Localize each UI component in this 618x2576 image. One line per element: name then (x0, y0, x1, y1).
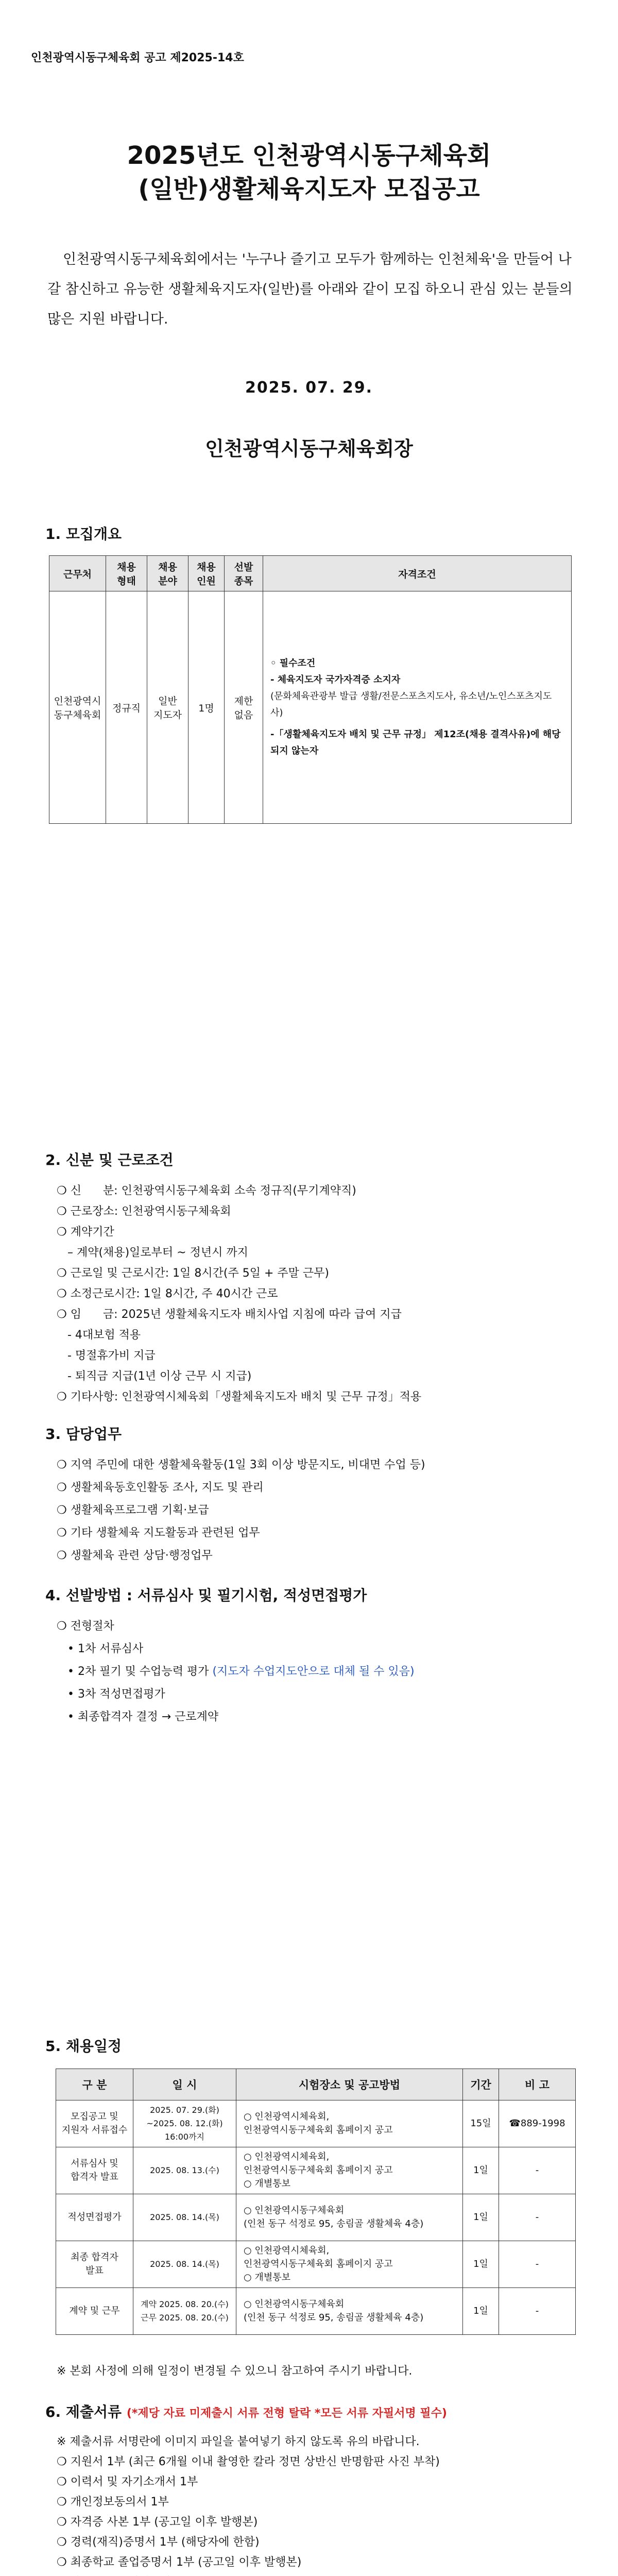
cell-period: 1일 (463, 2194, 499, 2241)
qualification-license: - 체육지도자 국가자격증 소지자 (270, 674, 401, 685)
th-field: 채용 분야 (147, 556, 188, 591)
list-item: ❍ 신 분: 인천광역시동구체육회 소속 정규직(무기계약직) (57, 1184, 356, 1197)
th-period: 기간 (463, 2069, 499, 2100)
list-item: ❍ 경력(재직)증명서 1부 (해당자에 한함) (57, 2536, 260, 2549)
list-item: ❍ 소정근로시간: 1일 8시간, 주 40시간 근로 (57, 1287, 278, 1300)
qualification-required: ◦ 필수조건 (270, 658, 316, 669)
notice-number: 인천광역시동구체육회 공고 제2025-14호 (31, 52, 244, 64)
section-5-heading: 5. 채용일정 (45, 2038, 122, 2055)
cell-period: 1일 (463, 2147, 499, 2194)
organization-name: 인천광역시동구체육회장 (205, 437, 413, 460)
cell-type: 정규직 (106, 591, 147, 824)
list-item: ❍ 지원서 1부 (최근 6개월 이내 촬영한 칼라 정면 상반신 반명함판 사진 부착) (57, 2455, 440, 2468)
table-row (56, 2241, 576, 2288)
recruitment-overview-table (49, 555, 572, 824)
cell-location: ○ 인천광역시동구체육회 (인천 동구 석정로 95, 송림골 생활체육 4층) (236, 2288, 463, 2335)
cell-note: ☎889-1998 (499, 2100, 576, 2147)
table-row (56, 2194, 576, 2241)
list-item: • 최종합격자 결정 → 근로계약 (57, 1710, 219, 1723)
list-item: • 1차 서류심사 (57, 1642, 144, 1655)
cell-stage: 계약 및 근무 (56, 2288, 133, 2335)
cell-location: ○ 인천광역시체육회, 인천광역시동구체육회 홈페이지 공고 ○ 개별통보 (236, 2147, 463, 2194)
cell-period: 15일 (463, 2100, 499, 2147)
cell-period: 1일 (463, 2241, 499, 2288)
cell-field: 일반 지도자 (147, 591, 188, 824)
cell-stage: 모집공고 및 지원자 서류접수 (56, 2100, 133, 2147)
section-3-heading: 3. 담당업무 (45, 1426, 122, 1443)
schedule-note: ※ 본회 사정에 의해 일정이 변경될 수 있으니 참고하여 주시기 바랍니다. (57, 2365, 413, 2378)
th-note: 비 고 (499, 2069, 576, 2100)
cell-count: 1명 (188, 591, 225, 824)
list-item: ❍ 근로일 및 근로시간: 1일 8시간(주 5일 + 주말 근무) (57, 1267, 329, 1280)
list-item (57, 2572, 572, 2576)
notice-date: 2025. 07. 29. (245, 379, 373, 397)
schedule-table (56, 2069, 576, 2335)
list-item: ❍ 임 금: 2025년 생활체육지도자 배치사업 지침에 따라 급여 지급 (57, 1308, 402, 1321)
th-workplace: 근무처 (49, 556, 106, 591)
list-item: - 퇴직금 지급(1년 이상 근무 시 지급) (57, 1370, 252, 1383)
section-2-heading: 2. 신분 및 근로조건 (45, 1151, 174, 1168)
list-item (57, 1660, 572, 1683)
cell-date: 2025. 08. 13.(수) (133, 2147, 236, 2194)
table-row (56, 2147, 576, 2194)
table-row (49, 591, 572, 824)
cell-note: - (499, 2194, 576, 2241)
th-stage: 구 분 (56, 2069, 133, 2100)
table-row (56, 2288, 576, 2335)
section-6-heading (45, 2401, 447, 2421)
section-4-body (57, 1615, 572, 1728)
list-item: ❍ 기타 생활체육 지도활동과 관련된 업무 (57, 1527, 260, 1539)
title-line-2: (일반)생활체육지도자 모집공고 (138, 175, 480, 204)
list-item: ❍ 생활체육프로그램 기획·보급 (57, 1504, 209, 1517)
blue-note: (지도자 수업지도안으로 대체 될 수 있음) (212, 1665, 415, 1678)
cell-date: 2025. 07. 29.(화) ~2025. 08. 12.(화) 16:00까지 (133, 2100, 236, 2147)
th-type: 채용 형태 (106, 556, 147, 591)
th-count: 채용 인원 (188, 556, 225, 591)
cell-stage: 최종 합격자 발표 (56, 2241, 133, 2288)
qualification-license-detail: (문화체육관광부 발급 생활/전문스포츠지도사, 유소년/노인스포츠지도사) (270, 691, 552, 718)
cell-qualification (263, 591, 572, 824)
list-item: ❍ 계약기간 (57, 1226, 114, 1239)
cell-date: 계약 2025. 08. 20.(수) 근무 2025. 08. 20.(수) (133, 2288, 236, 2335)
cell-location: ○ 인천광역시체육회, 인천광역시동구체육회 홈페이지 공고 (236, 2100, 463, 2147)
list-item: ❍ 지역 주민에 대한 생활체육활동(1일 3회 이상 방문지도, 비대면 수업 등) (57, 1459, 425, 1471)
section-6-title: 6. 제출서류 (45, 2403, 122, 2420)
th-sport: 선발 종목 (225, 556, 263, 591)
list-item: ❍ 기타사항: 인천광역시체육회「생활체육지도자 배치 및 근무 규정」적용 (57, 1391, 422, 1403)
cell-note: - (499, 2147, 576, 2194)
cell-stage: 적성면접평가 (56, 2194, 133, 2241)
table-row (56, 2100, 576, 2147)
cell-workplace: 인천광역시 동구체육회 (49, 591, 106, 824)
cell-stage: 서류심사 및 합격자 발표 (56, 2147, 133, 2194)
qualification-disqualification: -「생활체육지도자 배치 및 근무 규정」 제12조(채용 결격사유)에 해당되지 않는자 (270, 729, 561, 756)
list-item: ❍ 근로장소: 인천광역시동구체육회 (57, 1205, 231, 1218)
section-6-body (57, 2432, 572, 2576)
intro-paragraph: 인천광역시동구체육회에서는 '누구나 즐기고 모두가 함께하는 인천체육'을 만들어 나갈 참신하고 유능한 생활체육지도자(일반)를 아래와 같이 모집 하오니 관심 있는 분들의 많은 지원 바랍니다. (47, 251, 573, 327)
list-item-text: • 2차 필기 및 수업능력 평가 (57, 1665, 209, 1678)
list-item: ❍ 생활체육동호인활동 조사, 지도 및 관리 (57, 1481, 264, 1494)
list-item: ❍ 생활체육 관련 상담·행정업무 (57, 1549, 213, 1562)
list-item: - 명절휴가비 지급 (57, 1349, 156, 1362)
cell-note: - (499, 2288, 576, 2335)
cell-location: ○ 인천광역시동구체육회 (인천 동구 석정로 95, 송림골 생활체육 4층) (236, 2194, 463, 2241)
section-1-heading: 1. 모집개요 (45, 526, 122, 543)
cell-location: ○ 인천광역시체육회, 인천광역시동구체육회 홈페이지 공고 ○ 개별통보 (236, 2241, 463, 2288)
list-item: ❍ 개인정보동의서 1부 (57, 2496, 169, 2509)
th-date: 일 시 (133, 2069, 236, 2100)
list-item: – 계약(채용)일로부터 ~ 정년시 까지 (57, 1246, 248, 1259)
list-item: • 3차 적성면접평가 (57, 1688, 165, 1701)
list-item: ❍ 최종학교 졸업증명서 1부 (공고일 이후 발행본) (57, 2556, 302, 2569)
list-item: - 4대보험 적용 (57, 1329, 141, 1342)
th-qualification: 자격조건 (263, 556, 572, 591)
list-item: ※ 제출서류 서명란에 이미지 파일을 붙여넣기 하지 않도록 유의 바랍니다. (57, 2435, 420, 2448)
cell-period: 1일 (463, 2288, 499, 2335)
section-6-warning: (*제당 자료 미제출시 서류 전형 탈락 *모든 서류 자필서명 필수) (126, 2407, 447, 2420)
th-location: 시험장소 및 공고방법 (236, 2069, 463, 2100)
list-item: ❍ 자격증 사본 1부 (공고일 이후 발행본) (57, 2516, 258, 2529)
section-3-body (57, 1454, 572, 1567)
list-item: ❍ 이력서 및 자기소개서 1부 (57, 2476, 198, 2488)
section-4-heading: 4. 선발방법 : 서류심사 및 필기시험, 적성면접평가 (45, 1587, 367, 1604)
cell-note: - (499, 2241, 576, 2288)
title-line-1: 2025년도 인천광역시동구체육회 (127, 141, 491, 170)
section-2-body (57, 1181, 572, 1408)
list-item: ❍ 전형절차 (57, 1620, 114, 1633)
cell-date: 2025. 08. 14.(목) (133, 2241, 236, 2288)
cell-sport: 제한 없음 (225, 591, 263, 824)
cell-date: 2025. 08. 14.(목) (133, 2194, 236, 2241)
